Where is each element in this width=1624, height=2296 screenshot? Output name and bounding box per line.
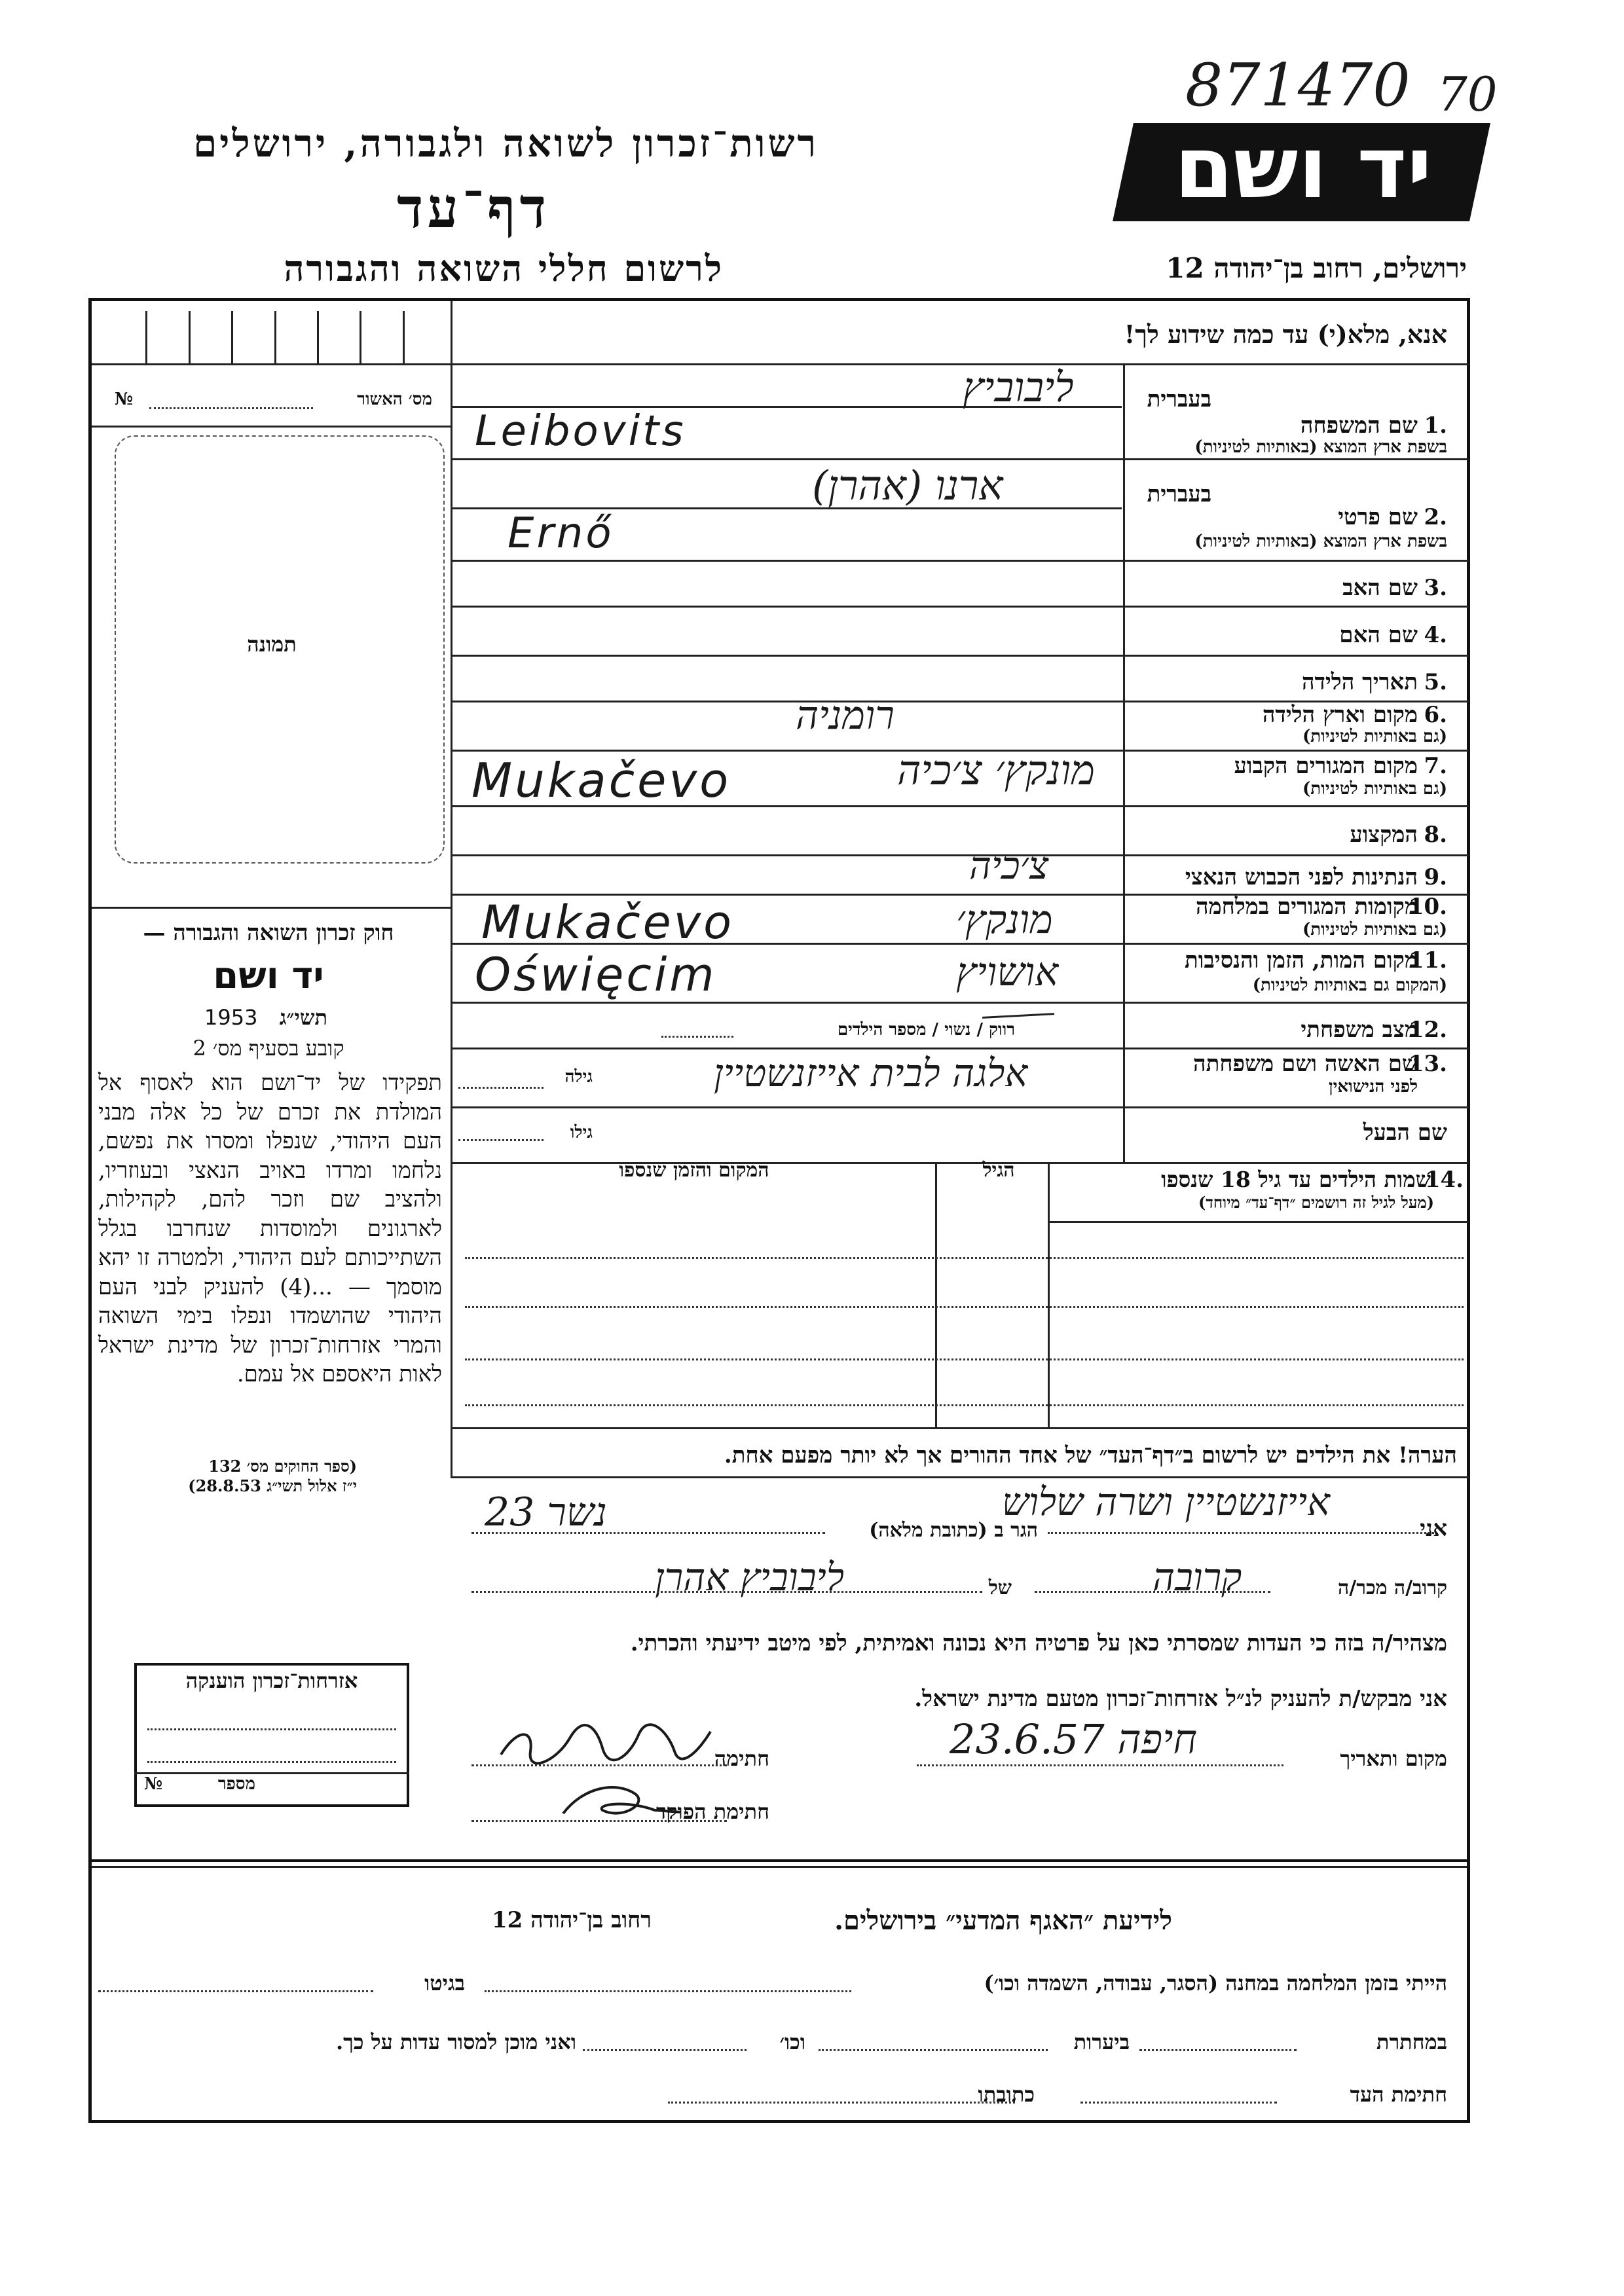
husband-age-label: גילו	[570, 1123, 593, 1142]
instruction-underline	[451, 363, 1469, 365]
declarant-address-line[interactable]	[471, 1532, 825, 1534]
field-9-num: 9.	[1424, 864, 1447, 890]
citizenship-box-title: אזרחות־זכרון הוענקה	[185, 1668, 358, 1693]
children-bottom-rule	[451, 1427, 1469, 1429]
law-year: 1953	[204, 1005, 258, 1030]
children-count-line[interactable]	[661, 1036, 733, 1038]
of-line[interactable]	[471, 1591, 982, 1593]
bottom-line1-a: הייתי בזמן המלחמה במחנה (הסגר, עבודה, השמדה וכו׳)	[984, 1971, 1447, 1995]
row-rule-13	[451, 1106, 1469, 1108]
place-date-hw[interactable]: חיפה 23.6.57	[950, 1715, 1198, 1763]
field-1-sub: בשפת ארץ המוצא (באותיות לטיניות)	[1194, 437, 1447, 457]
field-11-hw-hebrew[interactable]: אושויץ	[956, 949, 1059, 995]
field-8-num: 8.	[1424, 822, 1447, 848]
field-7-hw-hebrew[interactable]: מונקץ׳ צ׳כיה	[897, 746, 1095, 794]
officer-signature[interactable]	[557, 1774, 688, 1827]
bottom-line2-etc[interactable]	[583, 2049, 747, 2051]
field-12-options: רווק / נשוי / מספר הילדים	[837, 1020, 1015, 1040]
field-5-label: תאריך הלידה	[1301, 669, 1418, 695]
children-header-rule	[1048, 1221, 1469, 1223]
bottom-title-address: רחוב בן־יהודה 12	[491, 1907, 652, 1933]
bottom-line3-signature[interactable]	[1080, 2102, 1277, 2104]
row-rule-1	[451, 458, 1469, 460]
field-11-hw-latin[interactable]: Oświęcim	[475, 948, 717, 1002]
photo-label: תמונה	[247, 632, 297, 657]
field-2-hw-latin[interactable]: Ernő	[507, 509, 614, 558]
field-2-hw-hebrew[interactable]: ארנו (אהרן)	[812, 462, 1003, 509]
field-7-label: מקום המגורים הקבוע	[1234, 753, 1418, 779]
husband-label: שם הבעל	[1363, 1120, 1447, 1146]
field-1-num: 1.	[1424, 412, 1447, 439]
bottom-line1-b: בגיטו	[424, 1971, 465, 1995]
label-column-divider	[1123, 363, 1125, 1162]
field-1-hw-latin[interactable]: Leibovits	[475, 407, 686, 456]
citizenship-number-label: מספר	[217, 1774, 255, 1794]
field-6-num: 6.	[1424, 702, 1447, 728]
citizenship-line-2[interactable]	[147, 1761, 396, 1763]
citizenship-inner-rule	[134, 1772, 409, 1774]
law-clause: קובע בסעיף מס׳ 2	[193, 1036, 344, 1061]
handwritten-page-mark: 70	[1437, 67, 1498, 122]
field-8-label: המקצוע	[1350, 822, 1418, 848]
declarant-address-hw[interactable]: נשר 23	[485, 1489, 607, 1535]
bottom-line2-c: וכו׳	[779, 2030, 805, 2054]
children-row-1[interactable]	[465, 1257, 1464, 1259]
bottom-line2-d: ואני מוכן למסור עדות על כך.	[335, 2030, 576, 2054]
field-6-hw-hebrew[interactable]: רומניה	[796, 693, 895, 738]
declarant-name-hw[interactable]: אייזנשטיין ושרה שלוש	[1002, 1480, 1330, 1524]
law-year-hebrew: תשי״ג	[279, 1005, 327, 1030]
field-7-num: 7.	[1424, 753, 1447, 779]
bottom-line2-b: ביערות	[1073, 2030, 1130, 2054]
relation-hw[interactable]: קרובה	[1153, 1555, 1242, 1599]
field-5-num: 5.	[1424, 669, 1447, 695]
field-1-label: שם המשפחה	[1300, 412, 1418, 439]
law-text: תפקידו של יד־ושם הוא לאסוף אל המולדת את זכרם של כל אלה מבני העם היהודי, שנפלו ומסרו את נפשם, נלחמו ומרדו באויב הנאצי ובעוזריו, ולהציב שם וזכר להם, לקהילות, לארגונים ולמוסדות שנחרבו בגלל השתייכותם לעם היהודי, ולמטרה זו יהא מוסמך — ...(4) להעניק לבני העם היהודי שהושמדו ונפלו בימי השואה והמרי אזרחות־זכרון של מדינת ישראל לאות היאספם אל עמם.	[98, 1070, 442, 1387]
field-10-num: 10.	[1408, 894, 1447, 920]
handwritten-ref-number: 871470	[1185, 51, 1411, 120]
law-title: חוק זכרון השואה והגבורה —	[143, 920, 394, 946]
children-row-2[interactable]	[465, 1306, 1464, 1308]
declarant-i-label: אני	[1420, 1516, 1447, 1542]
row-rule-4	[451, 655, 1469, 657]
logo-text: יד ושם	[1174, 118, 1432, 217]
bottom-section-rule-2	[92, 1866, 1467, 1868]
field-7-hw-latin[interactable]: Mukačevo	[471, 753, 731, 808]
field-6-sub: (גם באותיות לטיניות)	[1302, 727, 1447, 746]
field-11-label: מקום המות, הזמן והנסיבות	[1184, 947, 1418, 974]
approval-number-label: מס׳ האשור	[357, 390, 432, 409]
row-rule-11	[451, 1002, 1469, 1004]
children-col-divider-1	[935, 1162, 937, 1427]
field-2-hebrew-tag: בעברית	[1147, 481, 1211, 507]
instruction-text: אנא, מלא(י) עד כמה שידוע לך!	[1124, 319, 1447, 349]
bottom-line3-a: חתימת העד	[1350, 2082, 1447, 2107]
row-rule-3	[451, 606, 1469, 608]
children-row-3[interactable]	[465, 1358, 1464, 1360]
field-9-label: הנתינות לפני הכבוש הנאצי	[1185, 864, 1418, 890]
field-13-label: שם האשה ושם משפחתה	[1193, 1051, 1418, 1077]
approval-number-line[interactable]	[149, 407, 313, 409]
field-13-sub: לפני הנישואין	[1328, 1077, 1418, 1097]
place-date-label: מקום ותאריך	[1340, 1746, 1447, 1771]
bottom-line2-forests[interactable]	[819, 2049, 1048, 2051]
officer-signature-line[interactable]	[471, 1820, 727, 1822]
bottom-line1-camp[interactable]	[485, 1990, 851, 1992]
field-10-hw-latin[interactable]: Mukačevo	[481, 896, 734, 949]
husband-age-line[interactable]	[458, 1139, 544, 1141]
of-label: של	[988, 1576, 1012, 1599]
declarant-residing-label: הגר ב (כתובת מלאה)	[869, 1519, 1038, 1542]
row-rule-12	[451, 1048, 1469, 1049]
field-10-label: מקומות המגורים במלחמה	[1195, 894, 1418, 920]
field-11-num: 11.	[1408, 947, 1447, 974]
bottom-line1-ghetto[interactable]	[98, 1990, 373, 1992]
bottom-line3-b: כתובתו	[978, 2082, 1035, 2107]
left-top-rule	[92, 363, 451, 365]
field-4-num: 4.	[1424, 622, 1447, 648]
field-2-label: שם פרטי	[1338, 504, 1418, 530]
declarant-signature[interactable]	[498, 1722, 714, 1761]
relation-label: קרוב/ה מכר/ה	[1338, 1576, 1447, 1599]
law-name: יד ושם	[213, 955, 324, 997]
children-age-col: הגיל	[982, 1159, 1015, 1182]
field-1-hebrew-tag: בעברית	[1147, 386, 1211, 412]
field-3-label: שם האב	[1342, 575, 1418, 601]
field-1-hw-hebrew[interactable]: ליבוביץ	[963, 363, 1074, 411]
bottom-section-rule	[92, 1859, 1467, 1862]
note-text: הערה! את הילדים יש לרשום ב״דף־העד״ של אחד ההורים אך לא יותר מפעם אחת.	[724, 1442, 1457, 1468]
officer-signature-label: חתימת הפוקד	[656, 1799, 769, 1824]
field-4-label: שם האם	[1339, 622, 1418, 648]
field-13-hw-hebrew[interactable]: אלגה לבית אייזנשטיין	[714, 1051, 1028, 1095]
field-6-label: מקום וארץ הלידה	[1262, 702, 1418, 728]
field-2-sub: בשפת ארץ המוצא (באותיות לטיניות)	[1194, 532, 1447, 551]
field-2-num: 2.	[1424, 504, 1447, 530]
field-10-hw-hebrew[interactable]: מונקץ׳	[956, 897, 1053, 943]
field-11-sub: (המקום גם באותיות לטיניות)	[1252, 975, 1447, 995]
law-reference-2: י״ז אלול תשי״ג 28.8.53)	[188, 1476, 357, 1495]
of-hw[interactable]: ליבוביץ אהרן	[655, 1555, 845, 1599]
bottom-title: לידיעת ״האגף המדעי״ בירושלים.	[834, 1905, 1172, 1936]
children-row-4[interactable]	[465, 1404, 1464, 1406]
place-date-line[interactable]	[917, 1764, 1283, 1766]
citizenship-line-1[interactable]	[147, 1728, 396, 1730]
bottom-line2-a: במחתרת	[1376, 2030, 1447, 2054]
request-text: אני מבקש/ת להעניק לנ״ל אזרחות־זכרון מטעם מדינת ישראל.	[914, 1686, 1447, 1712]
authority-name: רשות־זכרון לשואה ולגבורה, ירושלים	[193, 121, 819, 166]
row-rule-8	[451, 854, 1469, 856]
bottom-line3-address[interactable]	[668, 2102, 1015, 2104]
note-bottom-rule	[451, 1476, 1469, 1478]
approval-rule	[92, 426, 451, 428]
law-reference-1: (ספר החוקים מס׳ 132	[208, 1457, 357, 1476]
row-rule-2	[451, 560, 1469, 562]
declarant-name-line[interactable]	[1048, 1532, 1434, 1534]
field-12-label: מצב משפחתי	[1301, 1017, 1418, 1043]
field-13-num: 13.	[1408, 1051, 1447, 1077]
children-place-col: המקום והזמן שנספו	[619, 1159, 769, 1182]
wife-age-label: גילה	[564, 1067, 593, 1087]
field-10-sub: (גם באותיות לטיניות)	[1302, 920, 1447, 939]
wife-age-line[interactable]	[458, 1087, 544, 1089]
children-sub: (מעל לגיל זה רושמים ״דף־עד״ מיוחד)	[1198, 1193, 1434, 1212]
form-title: דף־עד	[396, 175, 550, 240]
children-num: 14.	[1424, 1167, 1464, 1193]
field-3-num: 3.	[1424, 575, 1447, 601]
field-9-hw-hebrew[interactable]: צ׳כיה	[969, 843, 1049, 888]
declaration-text: מצהיר/ה בזה כי העדות שמסרתי כאן על פרטיה היא נכונה ואמיתית, לפי מיטב ידיעתי והכרתי.	[630, 1630, 1447, 1656]
bottom-line2-underground[interactable]	[1139, 2049, 1297, 2051]
photo-bottom-rule	[92, 907, 451, 909]
signature-label: חתימה	[714, 1746, 769, 1771]
signature-line[interactable]	[471, 1764, 727, 1766]
left-column-divider	[451, 301, 452, 1476]
field-7-sub: (גם באותיות לטיניות)	[1302, 779, 1447, 799]
approval-no-mark: №	[115, 390, 134, 409]
form-subtitle: לרשום חללי השואה והגבורה	[284, 247, 724, 289]
children-label: שמות הילדים עד גיל 18 שנספו	[1161, 1167, 1431, 1192]
relation-line[interactable]	[1035, 1591, 1270, 1593]
field-12-num: 12.	[1408, 1017, 1447, 1043]
header-address: ירושלים, רחוב בן־יהודה 12	[1166, 252, 1467, 284]
citizenship-no-mark: №	[144, 1774, 163, 1794]
children-col-divider-2	[1048, 1162, 1050, 1427]
approval-code-boxes	[105, 311, 445, 363]
